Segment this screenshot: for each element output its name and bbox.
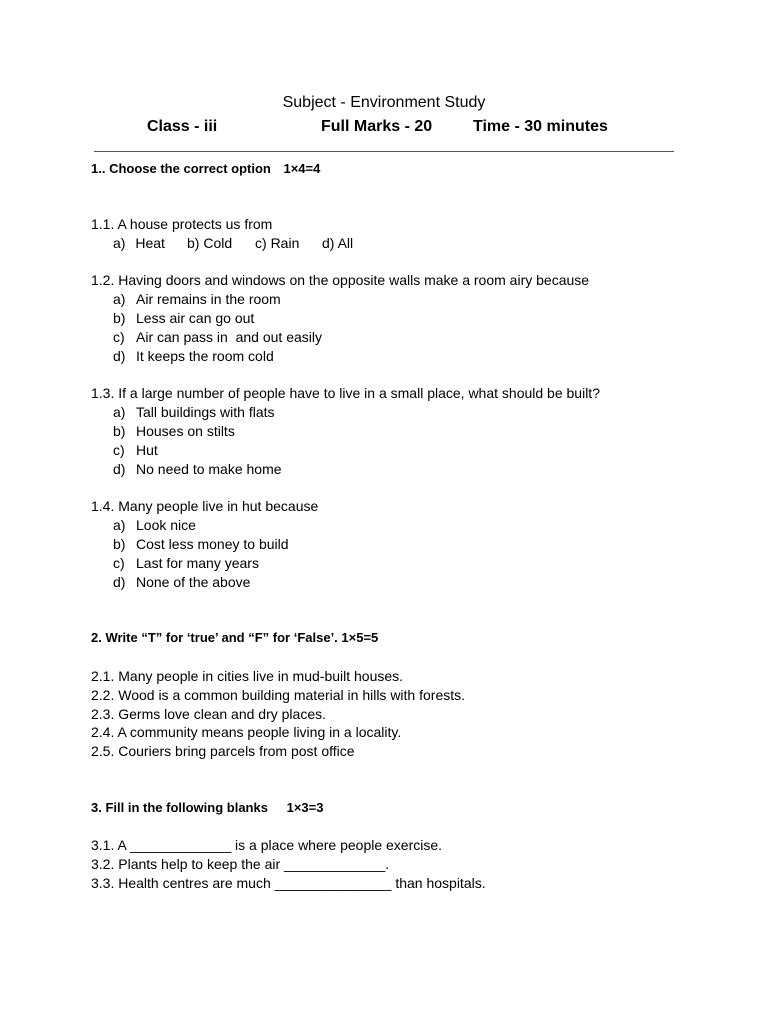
option-1-2-c-letter: c) [113, 329, 125, 345]
section1-marks: 1×4=4 [283, 161, 321, 176]
full-marks-label: Full Marks - 20 [321, 118, 433, 135]
option-1-1-c [255, 235, 299, 251]
option-1-2-c-text: Air can pass in and out easily [136, 329, 322, 345]
blank-3-1: 3.1. A _____________ is a place where people exercise. [91, 837, 443, 853]
statement-2-4: 2.4. A community means people living in a locality. [91, 724, 402, 740]
option-1-3-d-letter: d) [113, 461, 126, 477]
option-letter: d) [322, 235, 335, 251]
option-1-4-a-text: Look nice [136, 517, 196, 533]
option-1-4-b-text: Cost less money to build [136, 536, 289, 552]
option-1-3-c-letter: c) [113, 442, 125, 458]
option-letter: b) [187, 235, 200, 251]
section3-title: 3. Fill in the following blanks [91, 800, 268, 815]
statement-2-2: 2.2. Wood is a common building material in hills with forests. [91, 687, 466, 703]
section3-marks: 1×3=3 [286, 800, 324, 815]
option-1-2-a-text: Air remains in the room [136, 291, 281, 307]
section1-title: 1.. Choose the correct option [91, 161, 271, 176]
question-1-2: 1.2. Having doors and windows on the opposite walls make a room airy because [91, 272, 590, 288]
option-1-2-d-text: It keeps the room cold [136, 348, 274, 364]
question-1-3: 1.3. If a large number of people have to live in a small place, what should be built? [91, 385, 600, 401]
header-divider [94, 151, 674, 152]
option-1-1-d [322, 235, 353, 251]
question-1-1: 1.1. A house protects us from [91, 216, 273, 232]
option-text: All [337, 235, 354, 251]
option-1-1-a [113, 235, 165, 251]
option-1-3-c-text: Hut [136, 442, 158, 458]
option-letter: a) [113, 235, 126, 251]
statement-2-1: 2.1. Many people in cities live in mud-built houses. [91, 668, 404, 684]
option-1-3-d-text: No need to make home [136, 461, 282, 477]
option-1-4-a-letter: a) [113, 517, 126, 533]
option-1-4-b-letter: b) [113, 536, 126, 552]
option-1-4-c-letter: c) [113, 555, 125, 571]
question-1-4: 1.4. Many people live in hut because [91, 498, 319, 514]
option-text: Heat [135, 235, 165, 251]
option-1-3-b-text: Houses on stilts [136, 423, 235, 439]
option-1-3-a-letter: a) [113, 404, 126, 420]
class-label: Class - iii [147, 118, 218, 135]
option-letter: c) [255, 235, 267, 251]
statement-2-3: 2.3. Germs love clean and dry places. [91, 706, 327, 722]
option-1-3-b-letter: b) [113, 423, 126, 439]
option-1-2-d-letter: d) [113, 348, 126, 364]
section2-heading: 2. Write “T” for ‘true’ and “F” for ‘False’. 1×5=5 [91, 630, 379, 645]
option-1-1-b [187, 235, 232, 251]
blank-3-2: 3.2. Plants help to keep the air _____________. [91, 856, 390, 872]
option-1-2-a-letter: a) [113, 291, 126, 307]
option-text: Rain [270, 235, 300, 251]
time-label: Time - 30 minutes [473, 118, 608, 135]
statement-2-5: 2.5. Couriers bring parcels from post office [91, 743, 355, 759]
subject-title: Subject - Environment Study [282, 94, 486, 111]
option-1-4-d-text: None of the above [136, 574, 251, 590]
section1-heading [91, 161, 320, 176]
blank-3-3: 3.3. Health centres are much _______________ than hospitals. [91, 875, 486, 891]
option-1-2-b-letter: b) [113, 310, 126, 326]
option-1-2-b-text: Less air can go out [136, 310, 255, 326]
option-1-4-c-text: Last for many years [136, 555, 259, 571]
option-1-3-a-text: Tall buildings with flats [136, 404, 275, 420]
option-1-4-d-letter: d) [113, 574, 126, 590]
option-text: Cold [203, 235, 233, 251]
section3-heading [91, 800, 323, 815]
